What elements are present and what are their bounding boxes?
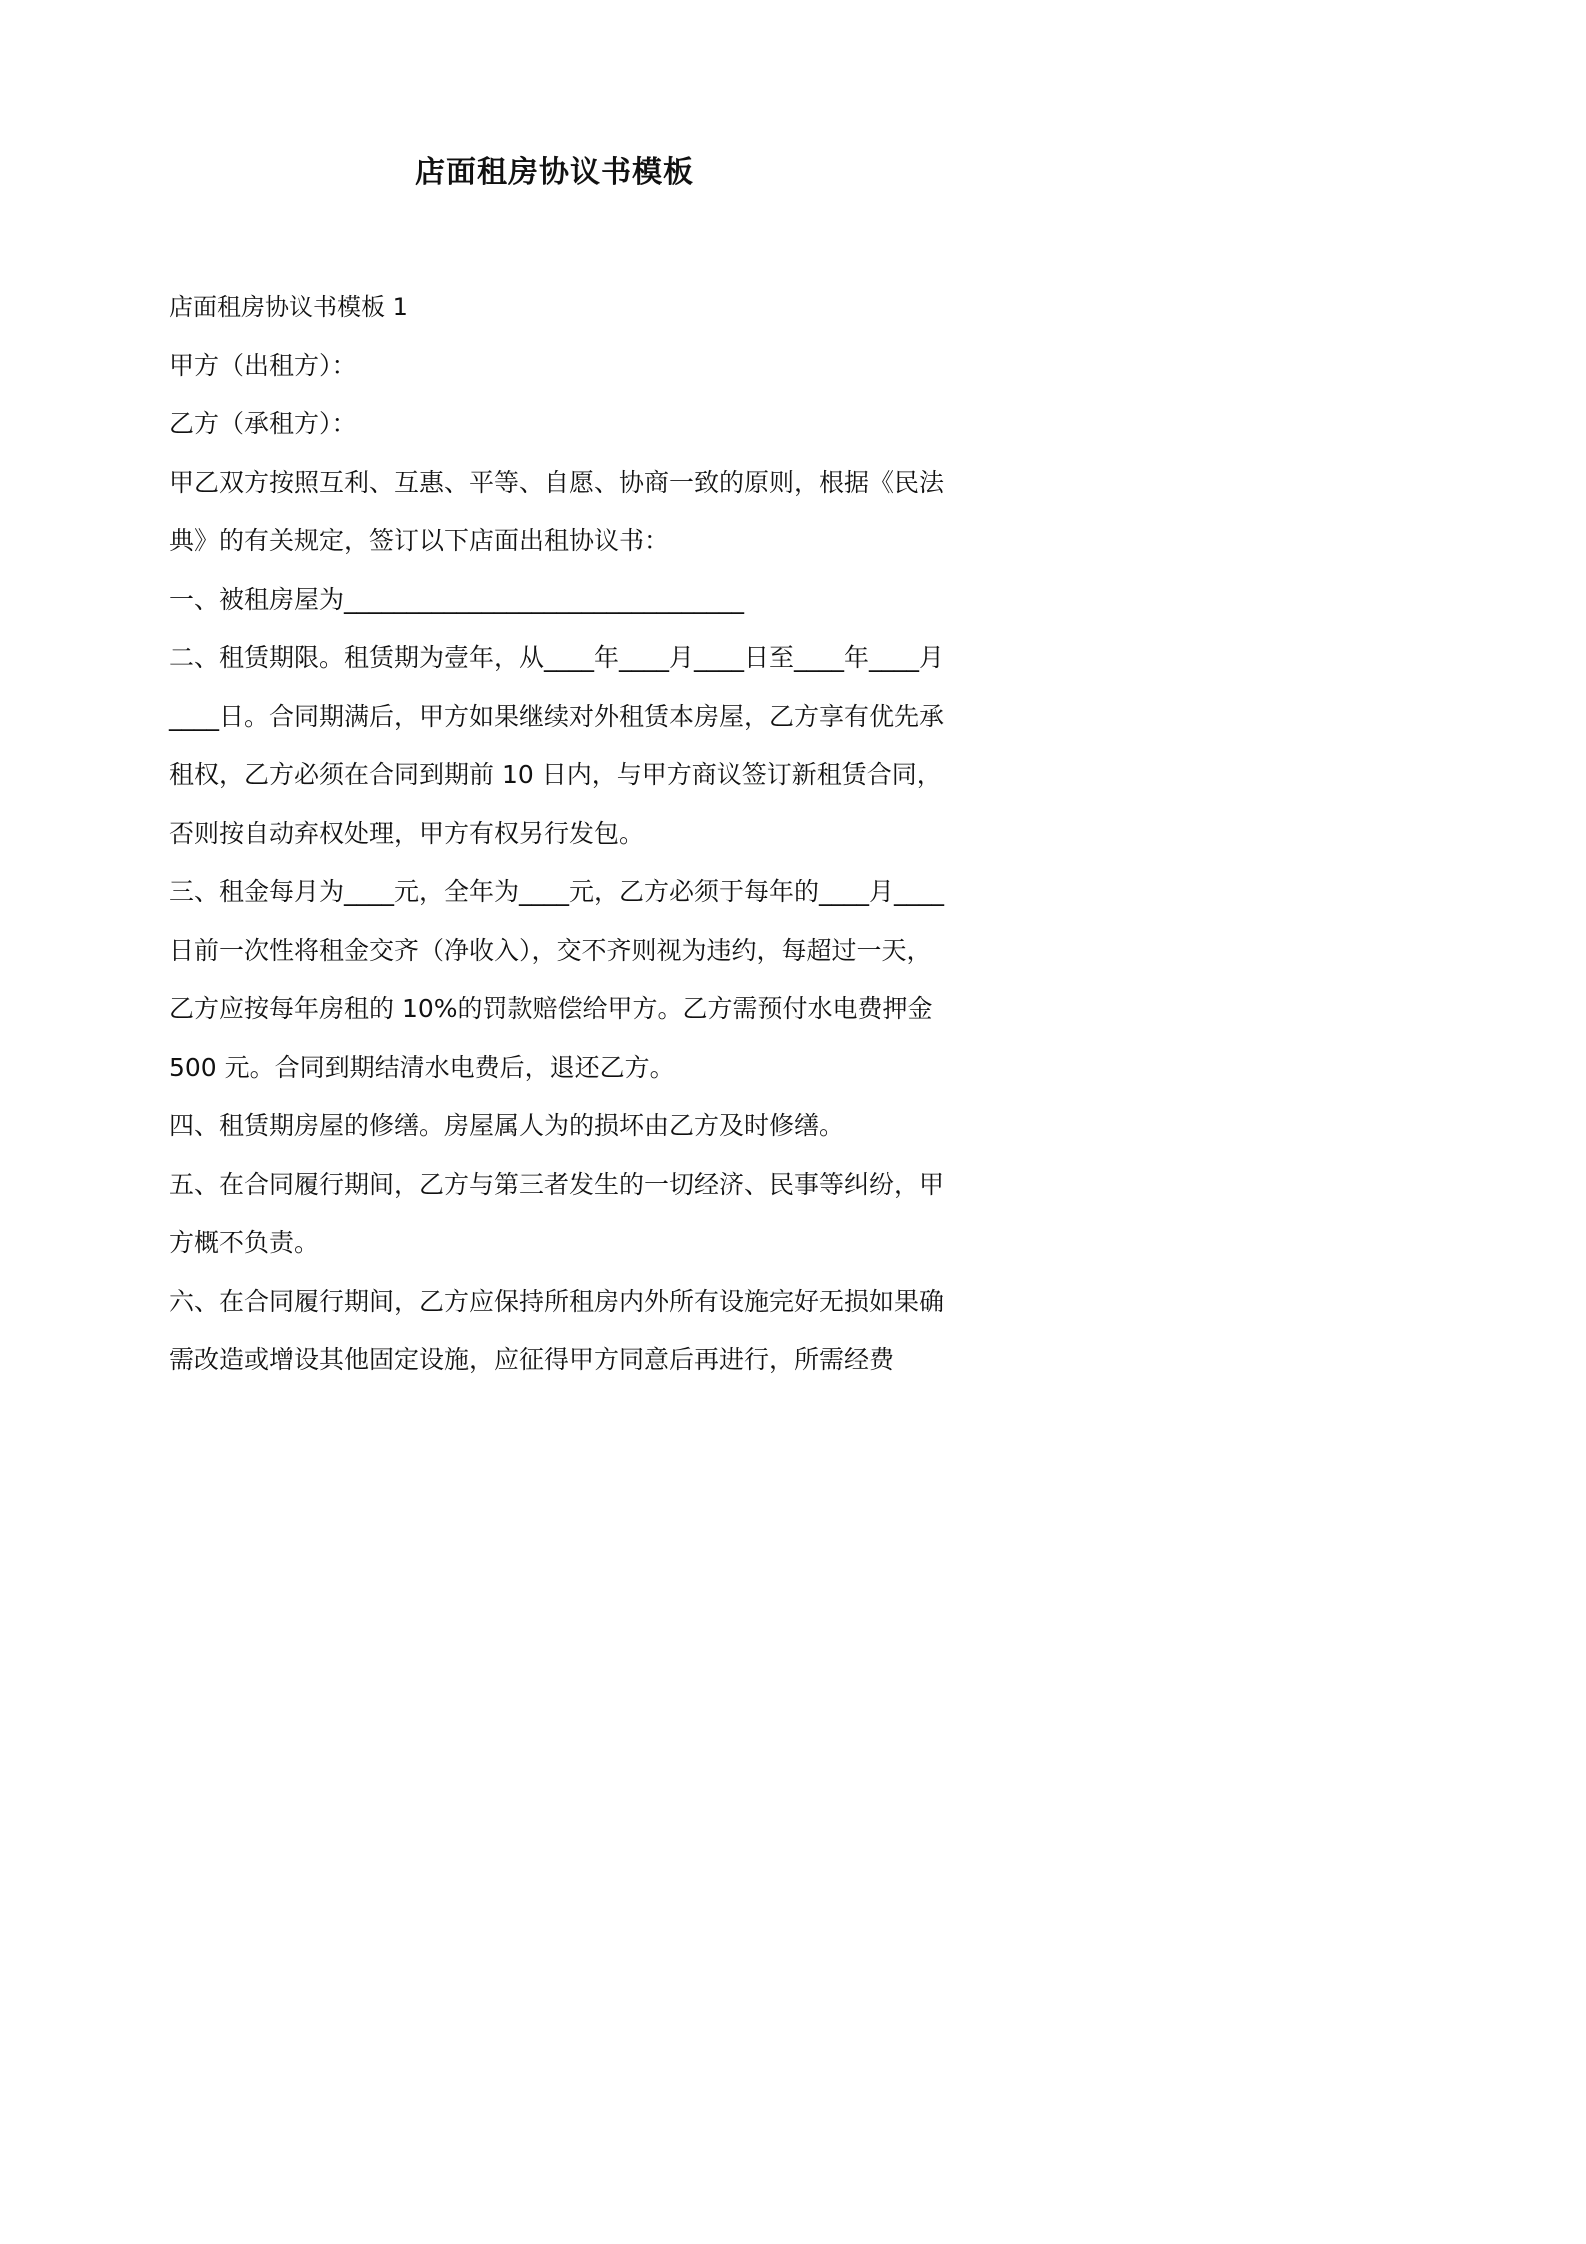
clause-1: 一、被租房屋为________________________________ xyxy=(169,584,745,614)
party-b-line: 乙方（承租方）： xyxy=(169,409,357,438)
document-body xyxy=(169,278,949,1390)
party-a-line: 甲方（出租方）： xyxy=(169,350,357,380)
preamble-paragraph: 甲乙双方按照互利、互惠、平等、自愿、协商一致的原则，根据《民法典》的有关规定，签订以下店面出租协议书： xyxy=(169,467,945,555)
clause-4: 四、租赁期房屋的修缮。房屋属人为的损坏由乙方及时修缮。 xyxy=(169,1111,845,1140)
document-title: 店面租房协议书模板 xyxy=(415,155,694,190)
clause-5: 五、在合同履行期间，乙方与第三者发生的一切经济、民事等纠纷，甲方概不负责。 xyxy=(169,1169,945,1257)
clause-2: 二、租赁期限。租赁期为壹年，从____年____月____日至____年____月____日。合同期满后，甲方如果继续对外租赁本房屋，乙方享有优先承租权，乙方必须在合同到期前 10 日内，与甲方商议签订新租赁合同，否则按自动弃权处理，甲方有权另行发包。 xyxy=(169,643,945,848)
clause-3: 三、租金每月为____元，全年为____元，乙方必须于每年的____月____日前一次性将租金交齐（净收入），交不齐则视为违约，每超过一天，乙方应按每年房租的 10%的罚款赔偿给甲方。乙方需预付水电费押金 500 元。合同到期结清水电费后，退还乙方。 xyxy=(169,877,945,1082)
section-heading: 店面租房协议书模板 1 xyxy=(169,293,408,321)
clause-6: 六、在合同履行期间，乙方应保持所租房内外所有设施完好无损如果确需改造或增设其他固定设施，应征得甲方同意后再进行，所需经费 xyxy=(169,1286,945,1374)
